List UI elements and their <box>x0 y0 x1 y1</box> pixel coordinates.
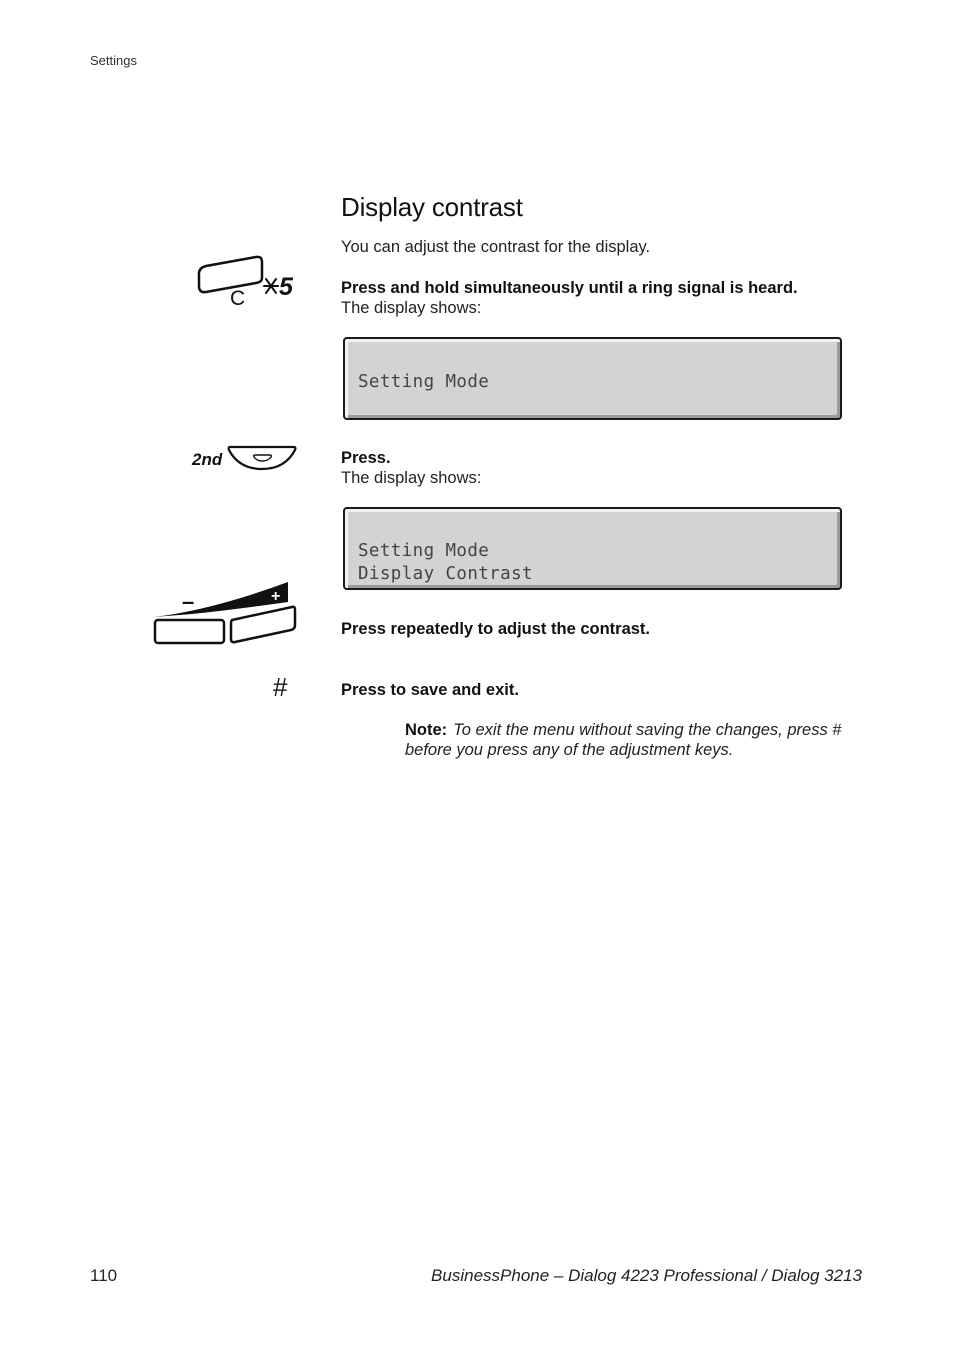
c-key-label: C <box>230 287 246 310</box>
section-title: Display contrast <box>341 192 523 222</box>
page-number: 110 <box>90 1266 118 1285</box>
intro-text: You can adjust the contrast for the display. <box>341 238 651 256</box>
lcd-display-1 <box>343 337 842 420</box>
step-1-instruction: Press and hold simultaneously until a ring signal is heard. <box>341 279 798 297</box>
lcd-display-2 <box>343 507 842 590</box>
five-key-label: 5 <box>279 273 293 301</box>
note-text: To exit the menu without saving the changes, press # before you press any of the adjustment keys. <box>405 721 842 759</box>
note <box>405 720 865 760</box>
running-header: Settings <box>90 53 137 68</box>
volume-minus-plus-keys-icon <box>152 580 300 648</box>
2nd-key-icon <box>190 443 300 475</box>
step-2-followup: The display shows: <box>341 469 482 487</box>
lcd-display-1-line-1: Setting Mode <box>358 372 490 392</box>
step-2-instruction: Press. <box>341 449 391 467</box>
lcd-display-2-line-1: Setting Mode <box>358 541 490 561</box>
footer-doc-title: BusinessPhone – Dialog 4223 Professional / Dialog 3213 <box>431 1266 862 1285</box>
hash-key-label: # <box>273 674 288 700</box>
plus-label: + <box>271 588 281 605</box>
c-and-star5-keys-icon <box>196 254 300 310</box>
minus-label: – <box>182 589 195 614</box>
step-4-instruction: Press to save and exit. <box>341 681 519 699</box>
hash-key-icon <box>272 674 298 700</box>
2nd-key-label: 2nd <box>192 450 223 469</box>
step-3-instruction: Press repeatedly to adjust the contrast. <box>341 620 651 638</box>
note-label: Note: <box>405 721 448 739</box>
step-1-followup: The display shows: <box>341 299 482 317</box>
lcd-display-2-line-2: Display Contrast <box>358 564 533 584</box>
